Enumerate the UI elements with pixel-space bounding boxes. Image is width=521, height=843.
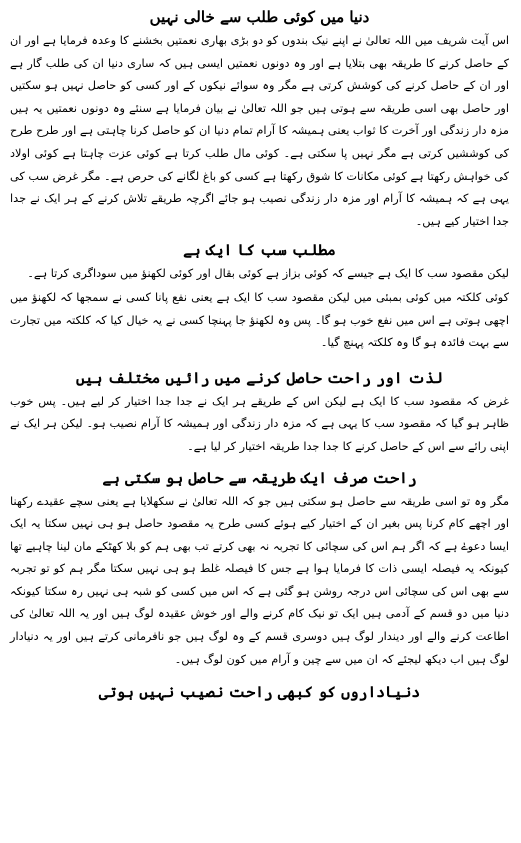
section-1-paragraph-1: اس آیت شریف میں اللہ تعالیٰ نے اپنے نیک بندوں کو دو بڑی بھاری نعمتیں بخشنے کا وعدہ فرمایا ہے اور ان کے حاصل کرنے کا طریقہ بھی بتلایا ہے اور وہ دونوں نعمتیں ایسی ہیں کہ ساری دنیا ان کی طلب گار ہے اور ان کے حاصل کرنے کی کوشش کرتی ہے مگر وہ سوائے نیکوں کے اور کسی کو حاصل نہیں ہو سکتیں اور حاصل بھی اسی طریقہ سے ہوتی ہیں جو اللہ تعالیٰ نے بیان فرمایا ہے سنئے وہ دونوں نعمتیں یہ ہیں مزہ دار زندگی اور آخرت کا ثواب یعنی ہمیشہ کا آرام تمام دنیا ان کو حاصل کرنا چاہتی ہے اور طرح طرح کی کوششیں کرتی ہے مگر نہیں پا سکتی ہے۔ کوئی مال طلب کرتا ہے کوئی عزت چاہتا ہے کوئی اولاد کی خواہش رکھتا ہے کوئی مکانات کا شوق رکھتا ہے کسی کو باغ لگانے کی حرص ہے۔ مگر غرض سب کی یہی ہے کہ ہمیشہ کا آرام اور مزہ دار زندگی نصیب ہو جائے اگرچہ طریقے تلاش کرنے کے ہر ایک نے جدا جدا اختیار کیے ہیں۔ xyxy=(10,34,509,228)
section-2-paragraph-2: کوئی کلکتہ میں کوئی بمبئی میں لیکن مقصود سب کا ایک ہے یعنی نفع پانا کسی نے سمجھا کہ لکھنؤ میں اچھی ہوتی ہے اس میں نفع خوب ہو گا۔ پس وہ لکھنؤ جا پہنچا کسی نے یہ خیال کیا کہ کلکتہ میں تجارت سے بہت فائدہ ہو گا وہ کلکتہ پہنچ گیا۔ xyxy=(10,290,509,350)
section-heading-3: لذت اور راحت حاصل کرنے میں رائیں مختلف ہیں xyxy=(76,368,443,387)
section-3-paragraph-1: غرض کہ مقصود سب کا ایک ہے لیکن اس کے طریقے ہر ایک نے جدا جدا اختیار کر لیے ہیں۔ پس خوب ظاہر ہو گیا کہ مقصود سب کا یہی ہے کہ مزہ دار زندگی اور ہمیشہ کا آرام نصیب ہو۔ لیکن ہر ایک نے اپنی رائے سے اس کے حاصل کرنے کا جدا جدا طریقہ اختیار کر لیا ہے۔ xyxy=(10,394,509,453)
section-4-paragraph-1: مگر وہ تو اسی طریقہ سے حاصل ہو سکتی ہیں جو کہ اللہ تعالیٰ نے سکھلایا ہے یعنی سچے عقیدے رکھنا اور اچھے کام کرنا پس بغیر ان کے اختیار کیے ہوئے کسی طرح یہ مقصود حاصل ہو ہی نہیں سکتا یہ ایک ایسا دعوےٰ ہے کہ اگر ہم اس کی سچائی کا تجربہ نہ بھی کرتے تب بھی ہم کو بلا کھٹکے مان لینا چاہیے تھا کیونکہ یہ فیصلہ ایسی ذات کا فرمایا ہوا ہے جس کا فیصلہ غلط ہو ہی نہیں سکتا مگر ہم کو تو تجربہ سے بھی اس کی سچائی اس درجہ روشن ہو گئی ہے کہ اس میں کسی کو شبہ ہی نہیں رہ سکتا کیونکہ دنیا میں دو قسم کے آدمی ہیں ایک تو نیک کام کرنے والے اور خوش عقیدہ لوگ ہیں اور یہ اللہ تعالیٰ کی اطاعت کرنے والے اور دیندار لوگ ہیں دوسری قسم کے وہ لوگ ہیں جو نافرمانی کرتے ہیں اور یہ دنیادار لوگ ہیں اب دیکھ لیجئے کہ ان میں سے چین و آرام میں کون لوگ ہیں۔ xyxy=(10,494,509,666)
section-heading-4: راحت صرف ایک طریقہ سے حاصل ہو سکتی ہے xyxy=(102,468,417,487)
section-heading-5: دنیاداروں کو کبھی راحت نصیب نہیں ہوتی xyxy=(98,683,421,702)
section-heading-1: دنیا میں کوئی طلب سے خالی نہیں xyxy=(149,8,370,26)
section-heading-2: مطلب سب کا ایک ہے xyxy=(183,241,336,260)
section-2-paragraph-1: لیکن مقصود سب کا ایک ہے جیسے کہ کوئی بزاز ہے کوئی بقال اور کوئی لکھنؤ میں سوداگری کرتا ہے۔ xyxy=(27,267,509,281)
